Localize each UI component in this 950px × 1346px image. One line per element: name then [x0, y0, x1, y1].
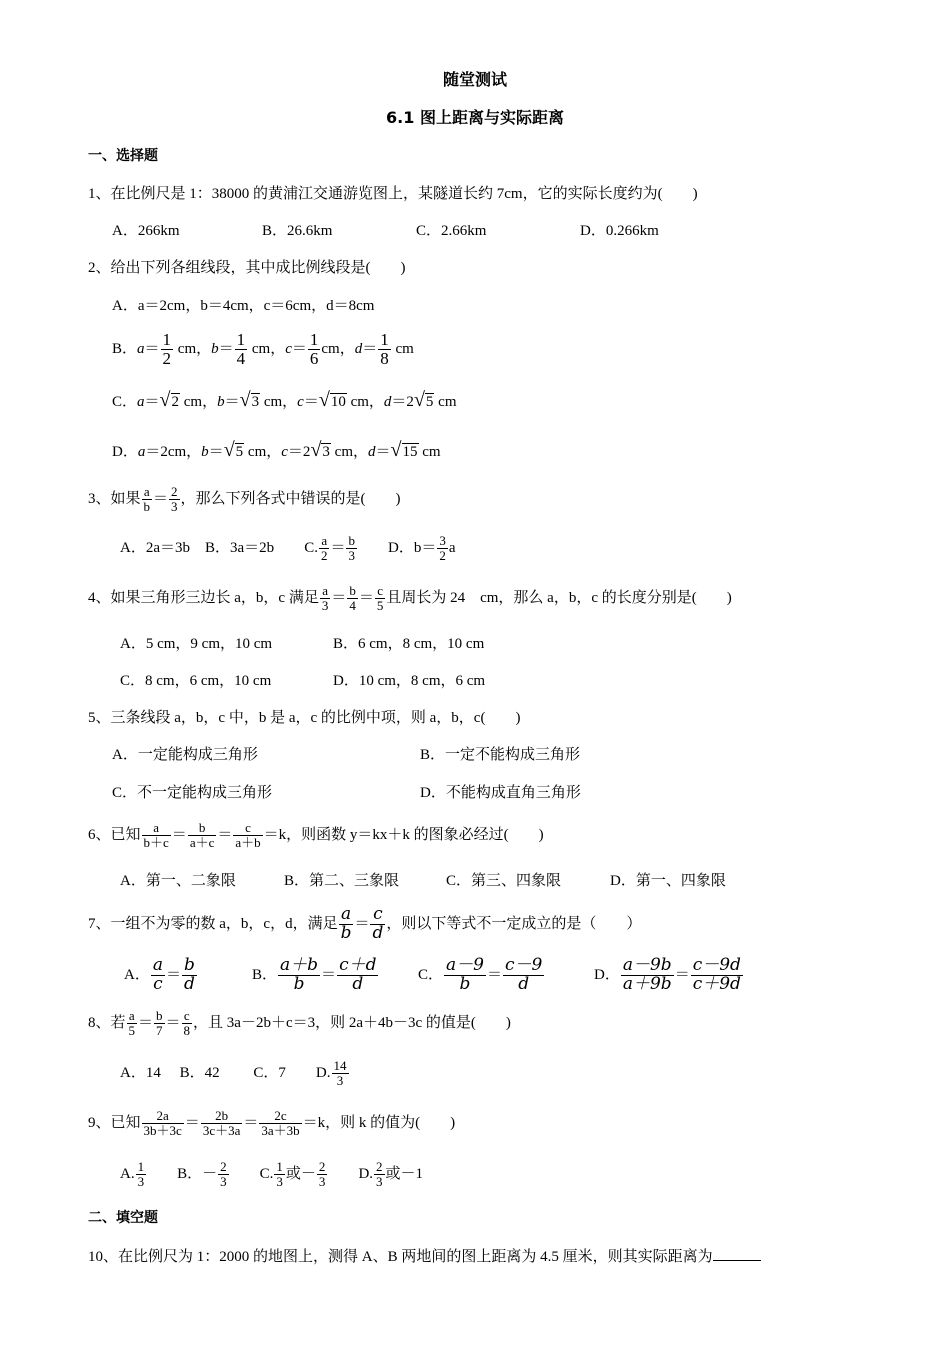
- stem-prefix: 3、如果: [88, 491, 141, 507]
- fraction-2c-over-3a-plus-3b: $\frac{2c}{3a+3b}$: [261, 1108, 300, 1139]
- option-d-prefix: D．b＝: [388, 540, 437, 556]
- question-7-option-c: C． $\frac{a-9}{b}$ ＝ $\frac{c-9}{d}$: [418, 955, 543, 995]
- option-d-prefix: D.: [315, 1065, 331, 1081]
- fraction-one-sixth: $\frac{1}{6}$: [309, 330, 319, 369]
- fraction-c-over-5: $\frac{c}{5}$: [376, 583, 384, 614]
- option-d-prefix: D．: [112, 444, 138, 460]
- question-8-options: [120, 1055, 350, 1091]
- stem-prefix: 7、一组不为零的数 a，b，c，d，满足: [88, 916, 338, 932]
- fraction-2-over-3: $\frac{2}{3}$: [318, 1159, 326, 1190]
- fraction-a-over-b-plus-c: $\frac{a}{b+c}$: [143, 820, 169, 851]
- fraction-c-minus-9-over-d: $\frac{c-9}{d}$: [504, 955, 543, 995]
- fraction-b-over-7: $\frac{b}{7}$: [156, 1008, 163, 1039]
- question-5-option-c: C．不一定能构成三角形: [112, 785, 273, 801]
- sqrt-3: √3: [239, 389, 260, 411]
- question-3-option-b: B．3a＝2b: [205, 540, 275, 556]
- option-a-prefix: A．: [124, 967, 150, 983]
- fraction-a-over-2: $\frac{a}{2}$: [320, 533, 328, 564]
- fraction-one-half: $\frac{1}{2}$: [162, 330, 172, 369]
- fraction-1-over-3: $\frac{1}{3}$: [137, 1159, 145, 1190]
- question-6-stem: 6、已知 $\frac{a}{b+c}$ ＝ $\frac{b}{a+c}$ ＝ $\frac{c}{a+b}$ ＝k，则函数 y＝kx＋k 的图象必经过( ): [88, 820, 544, 851]
- question-9-option-a: [120, 1159, 147, 1190]
- page-title: 随堂测试: [442, 70, 507, 89]
- question-3-option-d: D．b＝ $\frac{3}{2}$ a: [388, 533, 456, 564]
- sqrt-5: √5: [223, 439, 244, 461]
- fraction-b-over-3: $\frac{b}{3}$: [348, 533, 355, 564]
- fraction-a-minus-9b-over-a-plus-9b: $\frac{a-9b}{a+9b}$: [622, 955, 672, 995]
- question-3-stem: 3、如果 $\frac{a}{b}$ ＝ $\frac{2}{3}$ ，那么下列各式中错误的是( ): [88, 484, 401, 515]
- fraction-a-over-b: $\frac{a}{b}$: [143, 484, 151, 515]
- question-7-option-b: B． $\frac{a+b}{b}$ ＝ $\frac{c+d}{d}$: [252, 955, 377, 995]
- question-4-option-c: C．8 cm，6 cm，10 cm: [120, 673, 272, 689]
- question-9-options: [120, 1155, 423, 1193]
- fraction-c-minus-9d-over-c-plus-9d: $\frac{c-9d}{c+9d}$: [692, 955, 741, 995]
- stem-prefix: 8、若: [88, 1015, 126, 1031]
- sqrt-5: √5: [413, 389, 434, 411]
- question-2-option-c: C．a＝√2 cm，b＝√3 cm，c＝√10 cm，d＝2√5 cm: [112, 389, 457, 411]
- question-10-stem: [88, 1246, 761, 1267]
- fraction-c-over-8: $\frac{c}{8}$: [183, 1008, 191, 1039]
- question-2-option-a: A．a＝2cm，b＝4cm，c＝6cm，d＝8cm: [112, 298, 375, 314]
- fraction-c-over-a-plus-b: $\frac{c}{a+b}$: [235, 820, 261, 851]
- stem-suffix: ，且 3a－2b＋c＝3，则 2a＋4b－3c 的值是( ): [193, 1015, 511, 1031]
- question-6-option-d: D．第一、四象限: [610, 873, 726, 889]
- fraction-c-over-d: $\frac{c}{d}$: [372, 904, 384, 944]
- fraction-2b-over-3c-plus-3a: $\frac{2b}{3c+3a}$: [202, 1108, 241, 1139]
- answer-blank[interactable]: [713, 1246, 761, 1261]
- option-b-prefix: B．: [252, 967, 278, 983]
- fraction-2-over-3: $\frac{2}{3}$: [376, 1159, 383, 1190]
- question-5-option-a: A．一定能构成三角形: [112, 747, 258, 763]
- sqrt-10: √10: [318, 389, 346, 411]
- question-8-option-d: [315, 1058, 350, 1089]
- question-4-option-d: D．10 cm，8 cm，6 cm: [333, 673, 486, 689]
- option-c-prefix: C.: [304, 540, 318, 556]
- question-1-option-d: D．0.266km: [580, 223, 659, 239]
- option-c-prefix: C.: [259, 1166, 274, 1182]
- question-4-option-b: B．6 cm，8 cm，10 cm: [333, 636, 485, 652]
- fraction-b-over-4: $\frac{b}{4}$: [349, 583, 356, 614]
- question-6-option-a: A．第一、二象限: [120, 873, 236, 889]
- section-fill-heading: 二、填空题: [88, 1210, 158, 1226]
- stem-suffix: ，则以下等式不一定成立的是（ ）: [386, 916, 642, 932]
- stem-suffix: ，那么下列各式中错误的是( ): [180, 491, 401, 507]
- stem-prefix: 4、如果三角形三边长 a，b，c 满足: [88, 590, 319, 606]
- fraction-1-over-3: $\frac{1}{3}$: [276, 1159, 283, 1190]
- fraction-a-over-b: $\frac{a}{b}$: [340, 904, 352, 944]
- question-4-option-a: A．5 cm，9 cm，10 cm: [120, 636, 273, 652]
- question-7-option-a: A． $\frac{a}{c}$ ＝ $\frac{b}{d}$: [124, 955, 195, 995]
- question-3-option-c: C. $\frac{a}{2}$ ＝ $\frac{b}{3}$: [304, 533, 355, 564]
- question-8-option-a: A．14: [120, 1065, 161, 1081]
- question-6-option-b: B．第二、三象限: [284, 873, 400, 889]
- option-c-prefix: C．: [112, 394, 138, 410]
- sqrt-2: √2: [159, 389, 180, 411]
- fraction-a-over-c: $\frac{a}{c}$: [152, 955, 163, 995]
- question-1-stem: 1、在比例尺是 1：38000 的黄浦江交通游览图上，某隧道长约 7cm，它的实际长度约为( ): [88, 186, 698, 202]
- stem-text: 10、在比例尺为 1：2000 的地图上，测得 A、B 两地间的图上距离为 4.5 厘米，则其实际距离为: [88, 1249, 713, 1265]
- fraction-14-over-3: $\frac{14}{3}$: [333, 1058, 347, 1089]
- option-c-prefix: C．: [418, 967, 444, 983]
- page-subtitle: 6.1 图上距离与实际距离: [386, 108, 564, 127]
- fraction-a-over-3: $\frac{a}{3}$: [321, 583, 329, 614]
- question-4-stem: 4、如果三角形三边长 a，b，c 满足 $\frac{a}{3}$ ＝ $\frac{b}{4}$ ＝ $\frac{c}{5}$ 且周长为 24 cm，那么 a，b，c 的长度分别是( ): [88, 583, 732, 614]
- fraction-2-over-3: $\frac{2}{3}$: [171, 484, 178, 515]
- fraction-a-minus-9-over-b: $\frac{a-9}{b}$: [446, 955, 484, 995]
- question-1-option-c: C．2.66km: [416, 223, 487, 239]
- option-a-prefix: A.: [120, 1166, 135, 1182]
- question-2-option-d: D．a＝2cm，b＝√5 cm，c＝2√3 cm，d＝√15 cm: [112, 439, 441, 461]
- fraction-2a-over-3b-plus-3c: $\frac{2a}{3b+3c}$: [143, 1108, 182, 1139]
- option-d-prefix: D.: [358, 1166, 374, 1182]
- question-9-option-b: [177, 1159, 230, 1190]
- fraction-b-over-d: $\frac{b}{d}$: [184, 955, 195, 995]
- question-7-stem: 7、一组不为零的数 a，b，c，d，满足 $\frac{a}{b}$ ＝ $\frac{c}{d}$ ，则以下等式不一定成立的是（ ）: [88, 904, 642, 944]
- stem-suffix: 且周长为 24 cm，那么 a，b，c 的长度分别是( ): [386, 590, 732, 606]
- question-5-stem: 5、三条线段 a，b，c 中，b 是 a，c 的比例中项，则 a，b，c( ): [88, 710, 521, 726]
- question-2-option-b: B．a＝ $\frac{1}{2}$ cm，b＝ $\frac{1}{4}$ cm，c＝ $\frac{1}{6}$ cm，d＝ $\frac{1}{8}$ cm: [112, 330, 414, 369]
- option-b-prefix: B．: [112, 341, 138, 357]
- section-choice-heading: 一、选择题: [88, 148, 158, 164]
- stem-suffix: ＝k，则 k 的值为( ): [302, 1115, 456, 1131]
- question-9-stem: 9、已知 $\frac{2a}{3b+3c}$ ＝ $\frac{2b}{3c+3a}$ ＝ $\frac{2c}{3a+3b}$ ＝k，则 k 的值为( ): [88, 1108, 456, 1139]
- sqrt-3: √3: [310, 439, 330, 461]
- fraction-3-over-2: $\frac{3}{2}$: [439, 533, 446, 564]
- fraction-one-quarter: $\frac{1}{4}$: [236, 330, 246, 369]
- question-3-options: [120, 530, 456, 566]
- fraction-c-plus-d-over-d: $\frac{c+d}{d}$: [339, 955, 377, 995]
- option-d-prefix: D．: [594, 967, 620, 983]
- fraction-one-eighth: $\frac{1}{8}$: [380, 330, 389, 369]
- question-8-option-b: B．42: [179, 1065, 220, 1081]
- question-2-stem: 2、给出下列各组线段，其中成比例线段是( ): [88, 260, 406, 276]
- fraction-2-over-3: $\frac{2}{3}$: [220, 1159, 227, 1190]
- question-9-option-c: [259, 1159, 329, 1190]
- option-c-mid: 或－: [285, 1166, 316, 1182]
- question-7-option-d: D． $\frac{a-9b}{a+9b}$ ＝ $\frac{c-9d}{c+9d}$: [594, 955, 741, 995]
- fraction-a-over-5: $\frac{a}{5}$: [128, 1008, 136, 1039]
- question-8-stem: 8、若 $\frac{a}{5}$ ＝ $\frac{b}{7}$ ＝ $\frac{c}{8}$ ，且 3a－2b＋c＝3，则 2a＋4b－3c 的值是( ): [88, 1008, 511, 1039]
- stem-prefix: 9、已知: [88, 1115, 141, 1131]
- question-5-option-d: D．不能构成直角三角形: [420, 785, 581, 801]
- question-9-option-d: [358, 1159, 424, 1190]
- option-d-suffix: 或－1: [385, 1166, 424, 1182]
- fraction-a-plus-b-over-b: $\frac{a+b}{b}$: [280, 955, 319, 995]
- sqrt-15: √15: [390, 439, 418, 461]
- fraction-b-over-a-plus-c: $\frac{b}{a+c}$: [189, 820, 215, 851]
- question-1-option-a: A．266km: [112, 223, 180, 239]
- question-5-option-b: B．一定不能构成三角形: [420, 747, 581, 763]
- question-1-option-b: B．26.6km: [262, 223, 333, 239]
- question-6-option-c: C．第三、四象限: [446, 873, 562, 889]
- question-8-option-c: C．7: [253, 1065, 286, 1081]
- stem-suffix: ＝k，则函数 y＝kx＋k 的图象必经过( ): [263, 827, 544, 843]
- stem-prefix: 6、已知: [88, 827, 141, 843]
- option-b-prefix: B．－: [177, 1166, 218, 1182]
- question-3-option-a: A．2a＝3b: [120, 540, 190, 556]
